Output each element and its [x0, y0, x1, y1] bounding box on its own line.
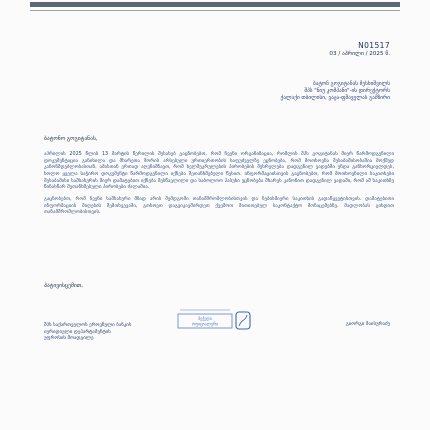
stamp-text: ბეჭედი [198, 316, 212, 321]
body-paragraph: აპრილის 2025 წლის 13 მარტის წერილის შესახებ გაცნობებთ, რომ ჩვენი ორგანიზაცია, რომლის შპს გოგიტანას მიერ წარმოდგენილი დოკუმენტაცია განიხილა და მხარეთა შორის არსებული ურთიერთობის საფუძველზე ეცნობება, რომ მოთხოვნა შესაბამისობაშია მოქმედ კანონმდებლობასთან. ამასთან ერთად აღვნიშნავთ, რომ ხელშეკრულების პირობების შესრულება დადგენილ ვადებში უნდა განხორციელდეს, ხოლო ყველა საჭირო დოკუმენტი წარმოდგენილი იქნება შეთანხმებული წესით. ინფორმაციისთვის გაცნობებთ, რომ მოთხოვნილი საკითხები შესაბამისი სამსახურის მიერ დამატებით იქნება შესწავლილი და საბოლოო პასუხი ეცნობება მხარეს კანონით დადგენილ ვადაში, რომ ამ საკითხზე წინასწარ შეთანხმებული პირობები ძალაშია. [44, 151, 394, 191]
letterhead-rule [30, 10, 400, 11]
document-date: 03 / აპრილი / 2025 წ. [329, 51, 390, 57]
recipient-line: ბატონ გოგიტანას მესხიშვილს [313, 81, 390, 87]
signature-stroke [239, 315, 247, 326]
greeting: ბატონო გოგიტანას, [44, 136, 98, 142]
recipient-line: შპს "ნიუ კომპანი"-ის დირექტორს [304, 88, 390, 95]
recipient-block [272, 81, 390, 103]
letterhead-band [30, 2, 400, 7]
signatory-title-line: უფროსის მოადგილე [44, 335, 94, 341]
recipient-line: ქალაქი თბილისი, ვაჟა-ფშაველას გამზირი [280, 95, 390, 102]
body-paragraph: გაცნობებთ, რომ ჩვენი სამსახური მზად არის შემდგომი თანამშრომლობისთვის და ნებისმიერი საკითხის გადაწყვეტისთვის. დამატებითი ინფორმაციის მიღების შემთხვევაში, გთხოვთ დაგვიკავშირდეთ ქვემოთ მითითებულ საკონტაქტო მონაცემებზე. მადლობას გიხდით თანამშრომლობისთვის. [44, 195, 394, 216]
signatory-title [44, 322, 164, 342]
signatory-title-line: შპს საქართველოს ეროვნული ბანკის [44, 322, 132, 328]
signatory-name: გიორგი მაისურაძე [345, 321, 390, 327]
document-number: N01517 [358, 41, 390, 50]
stamp-text: ოფიციალური [191, 321, 219, 327]
signature-stamp [176, 300, 276, 340]
closing-regards: პატივისცემით, [44, 283, 84, 289]
signatory-title-line: იურიდიული დეპარტამენტის [44, 328, 111, 335]
letter-body [44, 136, 394, 221]
